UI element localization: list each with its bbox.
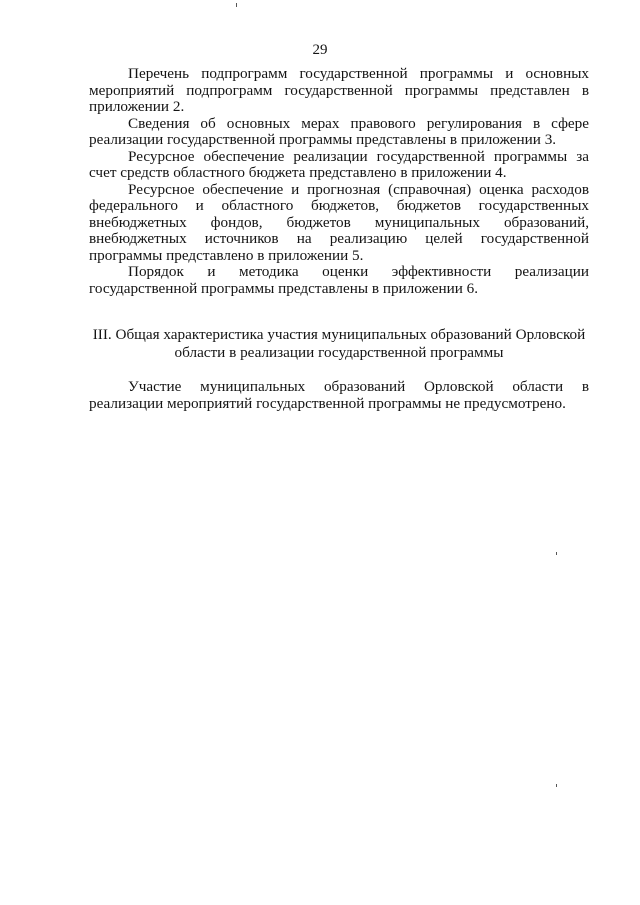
paragraph-regional-budget: Ресурсное обеспечение реализации государственной программы за счет средств областного бюджета представлено в приложении 4. bbox=[89, 147, 589, 181]
section-heading-line-1: III. Общая характеристика участия муниципальных образований Орловской bbox=[92, 326, 586, 343]
section-heading-line-2: области в реализации государственной программы bbox=[174, 344, 504, 361]
section-heading bbox=[89, 326, 589, 362]
scan-speck-top bbox=[236, 3, 237, 7]
body-text bbox=[89, 66, 589, 297]
section-body bbox=[89, 379, 589, 412]
scan-speck-right-2 bbox=[556, 784, 557, 787]
paragraph-municipal-participation: Участие муниципальных образований Орловской области в реализации мероприятий государственной программы не предусмотрено. bbox=[89, 378, 589, 412]
paragraph-legal-regulation: Сведения об основных мерах правового регулирования в сфере реализации государственной программы представлены в приложении 3. bbox=[89, 114, 589, 148]
page-number: 29 bbox=[312, 42, 328, 58]
paragraph-resource-estimate: Ресурсное обеспечение и прогнозная (справочная) оценка расходов федерального и областного бюджетов, бюджетов государственных внебюджетных фондов, бюджетов муниципальных образований, внебюджетных источников на реализацию целей государственной программы представлено в приложении 5. bbox=[89, 180, 589, 264]
scan-speck-right-1 bbox=[556, 552, 557, 555]
paragraph-subprograms: Перечень подпрограмм государственной программы и основных мероприятий подпрограмм государственной программы представлен в приложении 2. bbox=[89, 65, 589, 115]
paragraph-efficiency-method: Порядок и методика оценки эффективности реализации государственной программы представлены в приложении 6. bbox=[89, 263, 589, 297]
